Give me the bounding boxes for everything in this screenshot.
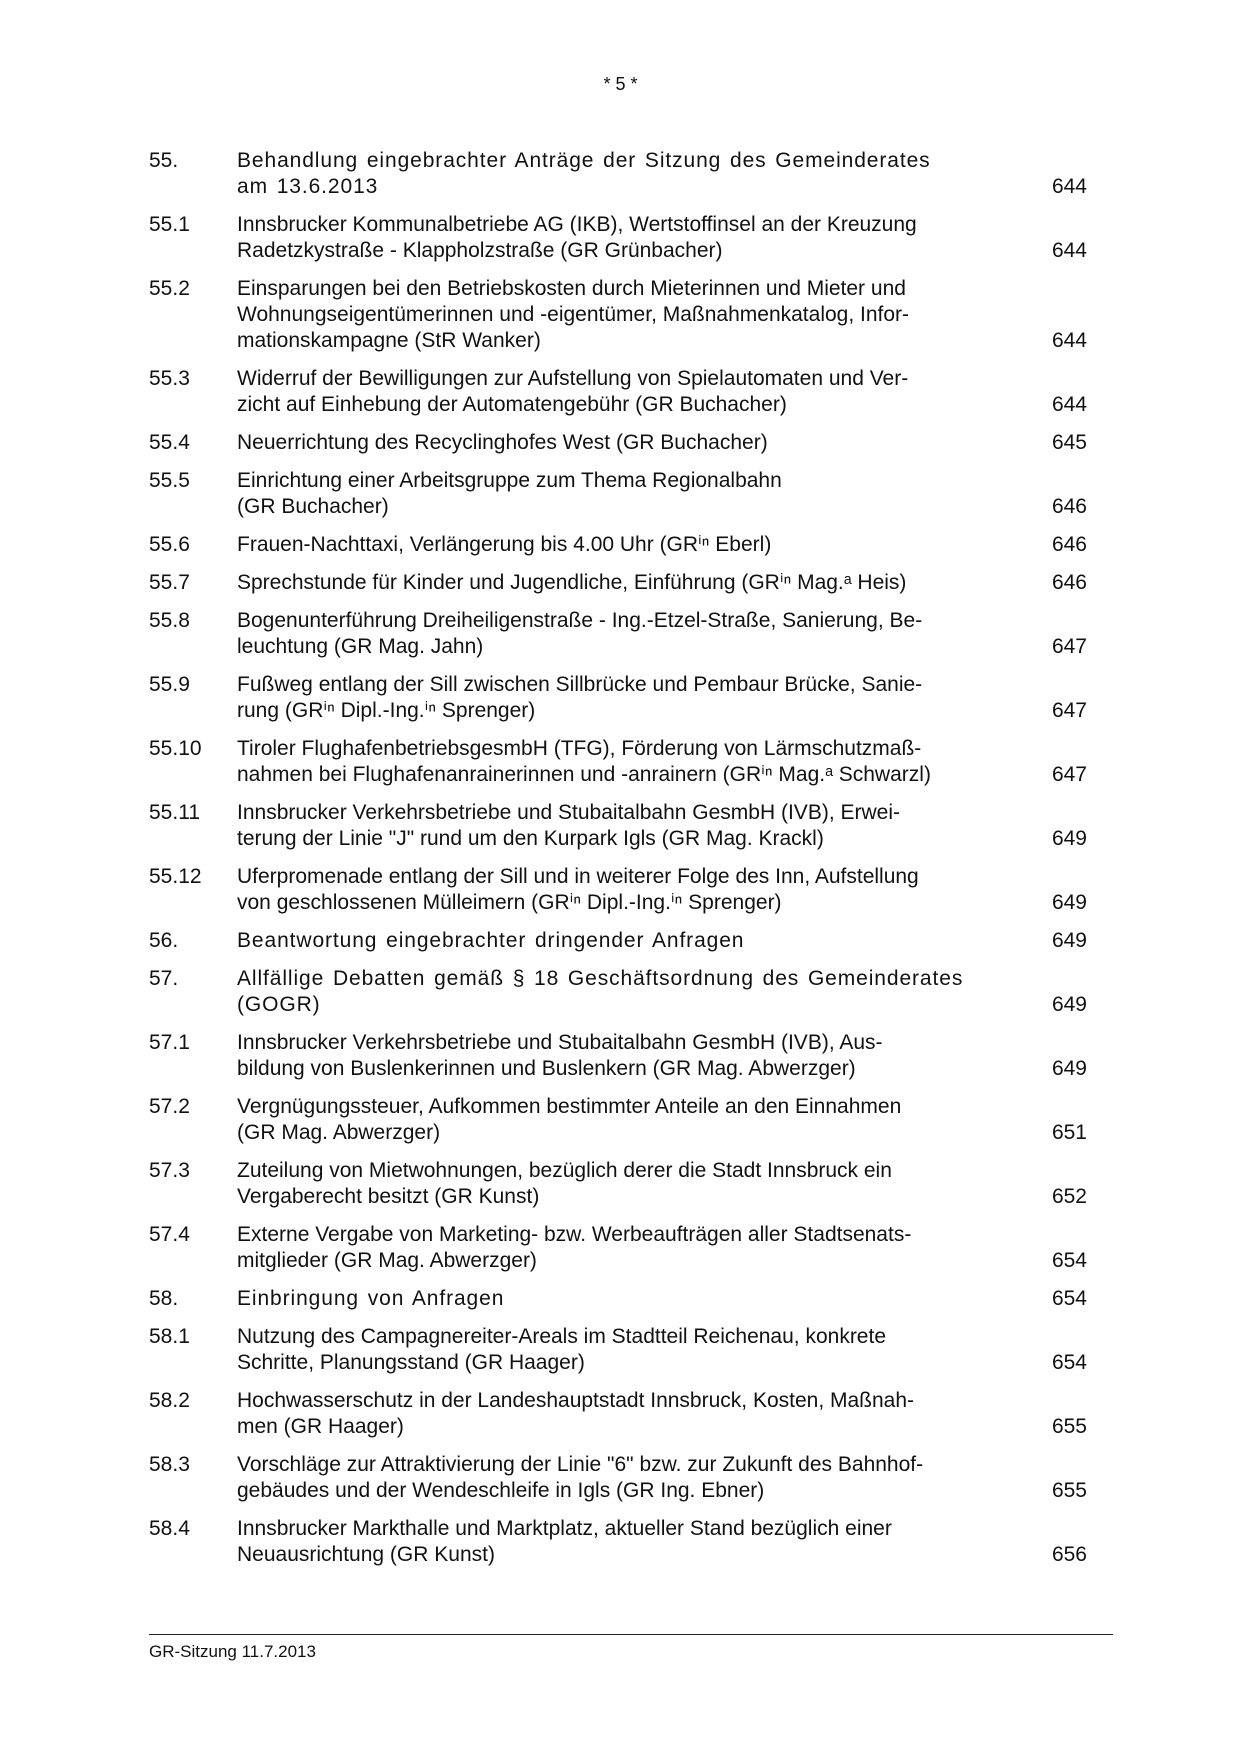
toc-entry-title: Innsbrucker Markthalle und Marktplatz, aktueller Stand bezüglich einer Neuausrichtung (GR Kunst) [237,1517,892,1566]
toc-entry-number: 55.1 [149,213,190,236]
toc-entry-number: 58.2 [149,1389,190,1412]
toc-entry-page: 654 [1051,1249,1087,1272]
toc-entry-page: 646 [1051,533,1087,556]
toc-entry [149,1452,1087,1504]
toc-entry-number: 58.1 [149,1325,190,1348]
toc-entry [149,212,1087,264]
toc-entry-number: 55.12 [149,865,202,888]
toc-entry-title: Einrichtung einer Arbeitsgruppe zum Thema Regionalbahn (GR Buchacher) [237,469,782,518]
toc-entry-page: 646 [1051,495,1087,518]
toc-entry [149,736,1087,788]
toc-entry [149,1286,1087,1312]
toc-entry-page: 645 [1051,431,1087,454]
toc-entry [149,430,1087,456]
table-of-contents [149,148,1087,1580]
toc-entry-page: 654 [1051,1351,1087,1374]
toc-entry-title: Bogenunterführung Dreiheiligenstraße - Ing.-Etzel-Straße, Sanierung, Be- leuchtung (GR Mag. Jahn) [237,609,923,658]
toc-entry-number: 55.11 [149,801,200,824]
toc-entry-title: Widerruf der Bewilligungen zur Aufstellung von Spielautomaten und Ver- zicht auf Einhebung der Automatengebühr (GR Buchacher) [237,367,909,416]
footer-divider [149,1634,1113,1635]
toc-entry [149,966,1087,1018]
toc-entry-page: 649 [1051,1057,1087,1080]
footer-text: GR-Sitzung 11.7.2013 [149,1642,316,1661]
toc-entry [149,1388,1087,1440]
toc-entry-number: 57. [149,967,179,990]
toc-entry [149,1516,1087,1568]
toc-entry-number: 58.3 [149,1453,190,1476]
toc-entry-number: 57.1 [149,1031,190,1054]
toc-entry-page: 647 [1051,635,1087,658]
toc-entry-title: Nutzung des Campagnereiter-Areals im Stadtteil Reichenau, konkrete Schritte, Planungsstand (GR Haager) [237,1325,887,1374]
toc-entry-number: 55.10 [149,737,202,760]
toc-entry-page: 652 [1051,1185,1087,1208]
toc-entry-page: 649 [1051,827,1087,850]
toc-entry-number: 57.2 [149,1095,190,1118]
toc-entry-number: 55.9 [149,673,190,696]
toc-entry [149,864,1087,916]
toc-entry-page: 651 [1051,1121,1087,1144]
toc-entry-number: 55.6 [149,533,190,556]
toc-entry-title: Vergnügungssteuer, Aufkommen bestimmter Anteile an den Einnahmen (GR Mag. Abwerzger) [237,1095,902,1144]
toc-entry-title: Fußweg entlang der Sill zwischen Sillbrücke und Pembaur Brücke, Sanie- rung (GRⁱⁿ Dipl.-Ing.ⁱⁿ Sprenger) [237,673,923,722]
toc-entry [149,672,1087,724]
toc-entry-number: 55.2 [149,277,190,300]
toc-entry-number: 55.3 [149,367,190,390]
toc-entry [149,1158,1087,1210]
toc-entry-number: 56. [149,929,179,952]
toc-entry-number: 58. [149,1287,179,1310]
toc-entry-title: Zuteilung von Mietwohnungen, bezüglich derer die Stadt Innsbruck ein Vergaberecht besitzt (GR Kunst) [237,1159,892,1208]
toc-entry-page: 654 [1051,1287,1087,1310]
toc-entry-page: 649 [1051,891,1087,914]
toc-entry-page: 646 [1051,571,1087,594]
toc-entry-title: Sprechstunde für Kinder und Jugendliche, Einführung (GRⁱⁿ Mag.ᵃ Heis) [237,571,907,594]
toc-entry-title: Vorschläge zur Attraktivierung der Linie "6" bzw. zur Zukunft des Bahnhof- gebäudes und der Wendeschleife in Igls (GR Ing. Ebner) [237,1453,924,1502]
toc-entry-title: Externe Vergabe von Marketing- bzw. Werbeaufträgen aller Stadtsenats- mitglieder (GR Mag. Abwerzger) [237,1223,912,1272]
toc-entry [149,570,1087,596]
toc-entry-page: 649 [1051,929,1087,952]
toc-entry [149,1030,1087,1082]
toc-entry-number: 55. [149,149,179,172]
toc-entry [149,1222,1087,1274]
toc-entry [149,148,1087,200]
toc-entry-title: Hochwasserschutz in der Landeshauptstadt Innsbruck, Kosten, Maßnah- men (GR Haager) [237,1389,915,1438]
toc-entry-title: Allfällige Debatten gemäß § 18 Geschäftsordnung des Gemeinderates (GOGR) [237,967,964,1016]
toc-entry-page: 655 [1051,1479,1087,1502]
toc-entry-number: 58.4 [149,1517,190,1540]
toc-entry-page: 649 [1051,993,1087,1016]
toc-entry-page: 644 [1051,329,1087,352]
toc-entry-number: 57.3 [149,1159,190,1182]
toc-entry-title: Innsbrucker Verkehrsbetriebe und Stubaitalbahn GesmbH (IVB), Erwei- terung der Linie "J" rund um den Kurpark Igls (GR Mag. Krackl) [237,801,900,850]
toc-entry [149,608,1087,660]
page-number: * 5 * [603,74,638,94]
toc-entry [149,928,1087,954]
toc-entry [149,468,1087,520]
toc-entry-page: 644 [1051,239,1087,262]
toc-entry-title: Beantwortung eingebrachter dringender Anfragen [237,929,745,952]
toc-entry-title: Neuerrichtung des Recyclinghofes West (GR Buchacher) [237,431,768,454]
toc-entry-title: Tiroler FlughafenbetriebsgesmbH (TFG), Förderung von Lärmschutzmaß- nahmen bei Flughafenanrainerinnen und -anrainern (GRⁱⁿ Mag.ᵃ Schwarzl) [237,737,931,786]
toc-entry [149,276,1087,354]
toc-entry-title: Einbringung von Anfragen [237,1287,505,1310]
toc-entry [149,1094,1087,1146]
toc-entry-page: 655 [1051,1415,1087,1438]
toc-entry-number: 55.5 [149,469,190,492]
toc-entry [149,532,1087,558]
toc-entry-number: 55.4 [149,431,190,454]
toc-entry-page: 647 [1051,763,1087,786]
toc-entry-title: Behandlung eingebrachter Anträge der Sitzung des Gemeinderates am 13.6.2013 [237,149,931,198]
toc-entry-title: Innsbrucker Verkehrsbetriebe und Stubaitalbahn GesmbH (IVB), Aus- bildung von Buslenkerinnen und Buslenkern (GR Mag. Abwerzger) [237,1031,883,1080]
toc-entry-title: Uferpromenade entlang der Sill und in weiterer Folge des Inn, Aufstellung von geschlossenen Mülleimern (GRⁱⁿ Dipl.-Ing.ⁱⁿ Sprenger) [237,865,919,914]
toc-entry-number: 57.4 [149,1223,190,1246]
toc-entry-title: Frauen-Nachttaxi, Verlängerung bis 4.00 Uhr (GRⁱⁿ Eberl) [237,533,772,556]
toc-entry-number: 55.8 [149,609,190,632]
toc-entry-page: 644 [1051,175,1087,198]
toc-entry-page: 656 [1051,1543,1087,1566]
toc-entry-number: 55.7 [149,571,190,594]
toc-entry [149,1324,1087,1376]
toc-entry-page: 647 [1051,699,1087,722]
toc-entry-page: 644 [1051,393,1087,416]
toc-entry-title: Innsbrucker Kommunalbetriebe AG (IKB), Wertstoffinsel an der Kreuzung Radetzkystraße - Klappholzstraße (GR Grünbacher) [237,213,917,262]
toc-entry [149,366,1087,418]
toc-entry-title: Einsparungen bei den Betriebskosten durch Mieterinnen und Mieter und Wohnungseigentümerinnen und -eigentümer, Maßnahmenkatalog, Infor- mationskampagne (StR Wanker) [237,277,910,352]
toc-entry [149,800,1087,852]
